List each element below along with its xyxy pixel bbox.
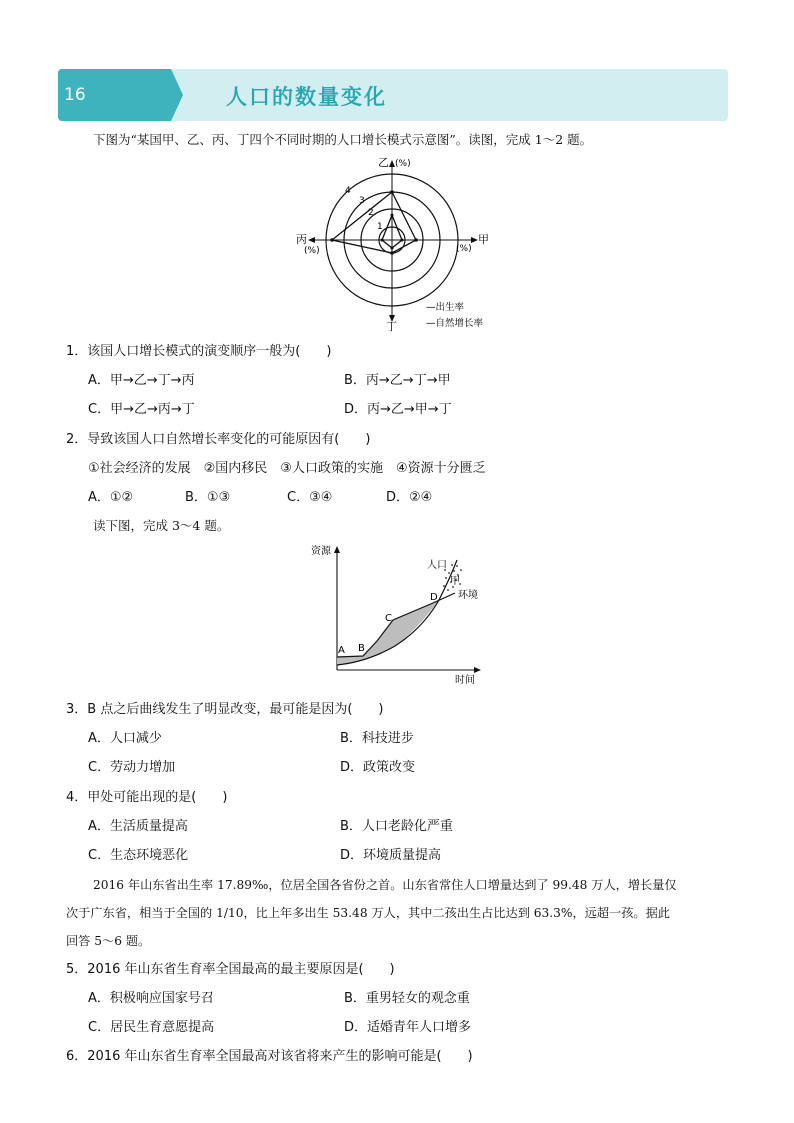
q2-choice-line: ①社会经济的发展 ②国内移民 ③人口政策的实施 ④资源十分匮乏: [88, 461, 486, 476]
point-label-c: C: [385, 613, 392, 624]
q1-option-c[interactable]: C．甲→乙→丙→丁: [88, 402, 195, 417]
q4-option-d[interactable]: D．环境质量提高: [340, 848, 442, 863]
environment-label: 环境: [458, 590, 478, 601]
point-label-d: D: [430, 592, 438, 603]
q6-stem: 6．2016 年山东省生育率全国最高对该省将来产生的影响可能是( ): [66, 1049, 473, 1064]
q4-option-a[interactable]: A．生活质量提高: [88, 819, 188, 834]
q3-option-b[interactable]: B．科技进步: [340, 731, 414, 746]
q1-option-d[interactable]: D．丙→乙→甲→丁: [344, 402, 452, 417]
q2-stem: 2．导致该国人口自然增长率变化的可能原因有( ): [66, 432, 371, 447]
point-label-a: A: [338, 645, 345, 656]
point-label-b: B: [358, 643, 365, 654]
q4-option-c[interactable]: C．生态环境恶化: [88, 848, 189, 863]
q3-option-d[interactable]: D．政策改变: [340, 760, 416, 775]
q1-stem: 1．该国人口增长模式的演变顺序一般为( ): [66, 344, 332, 359]
q2-option-c[interactable]: C．③④: [287, 490, 333, 505]
axis-label-top: 乙: [378, 156, 389, 169]
axis-unit-top: (%): [395, 159, 411, 169]
q2-option-a[interactable]: A．①②: [88, 490, 134, 505]
axis-unit-right: (%): [456, 244, 472, 254]
ring-label-2: 2: [368, 208, 374, 218]
header-arrow-decoration: [171, 69, 183, 121]
x-axis-label: 时间: [455, 675, 475, 686]
q5-option-b[interactable]: B．重男轻女的观念重: [344, 991, 470, 1006]
section-header: [58, 69, 728, 121]
q5-option-c[interactable]: C．居民生育意愿提高: [88, 1020, 215, 1035]
legend-birth-rate: —出生率: [426, 302, 465, 313]
paragraph-line-2: 次于广东省，相当于全国的 1/10，比上年多出生 53.48 万人，其中二孩出生占比达到 63.3%，远超一孩。据此: [66, 906, 670, 920]
q1-option-b[interactable]: B．丙→乙→丁→甲: [344, 373, 451, 388]
q2-option-d[interactable]: D．②④: [386, 490, 433, 505]
q4-stem: 4．甲处可能出现的是( ): [66, 790, 228, 805]
q3-stem: 3．B 点之后曲线发生了明显改变，最可能是因为( ): [66, 702, 384, 717]
y-axis-label: 资源: [311, 546, 331, 557]
paragraph-line-3: 回答 5～6 题。: [66, 934, 151, 948]
population-curve: [337, 560, 457, 665]
axis-label-bottom: 丁: [386, 320, 397, 332]
q5-stem: 5．2016 年山东省生育率全国最高的最主要原因是( ): [66, 962, 395, 977]
q4-option-b[interactable]: B．人口老龄化严重: [340, 819, 453, 834]
ring-label-4: 4: [345, 186, 351, 196]
area-label-jia: 甲: [450, 576, 460, 587]
ring-label-1: 1: [377, 222, 383, 232]
intro-text-1: 下图为“某国甲、乙、丙、丁四个不同时期的人口增长模式示意图”。读图，完成 1～2 题。: [93, 132, 593, 147]
paragraph-line-1: 2016 年山东省出生率 17.89‰，位居全国各省份之首。山东省常住人口增量达到了 99.48 万人，增长量仅: [93, 878, 677, 892]
q3-option-a[interactable]: A．人口减少: [88, 731, 162, 746]
legend-natural-growth: —自然增长率: [426, 318, 484, 329]
q2-option-b[interactable]: B．①③: [185, 490, 231, 505]
resource-population-diagram: [305, 540, 495, 686]
population-growth-diagram: [290, 152, 510, 332]
axis-label-left: 丙: [296, 233, 307, 246]
q5-option-d[interactable]: D．适婚青年人口增多: [344, 1020, 472, 1035]
section-title: 人口的数量变化: [226, 85, 387, 109]
q1-option-a[interactable]: A．甲→乙→丁→丙: [88, 373, 195, 388]
section-number: 16: [58, 69, 171, 121]
ring-label-3: 3: [359, 196, 365, 206]
population-label: 人口: [427, 560, 447, 571]
q3-option-c[interactable]: C．劳动力增加: [88, 760, 176, 775]
axis-label-right: 甲: [478, 233, 489, 246]
shaded-area: [337, 600, 439, 665]
intro-text-2: 读下图，完成 3～4 题。: [93, 518, 230, 533]
q5-option-a[interactable]: A．积极响应国家号召: [88, 991, 214, 1006]
axis-unit-left: (%): [304, 246, 320, 256]
